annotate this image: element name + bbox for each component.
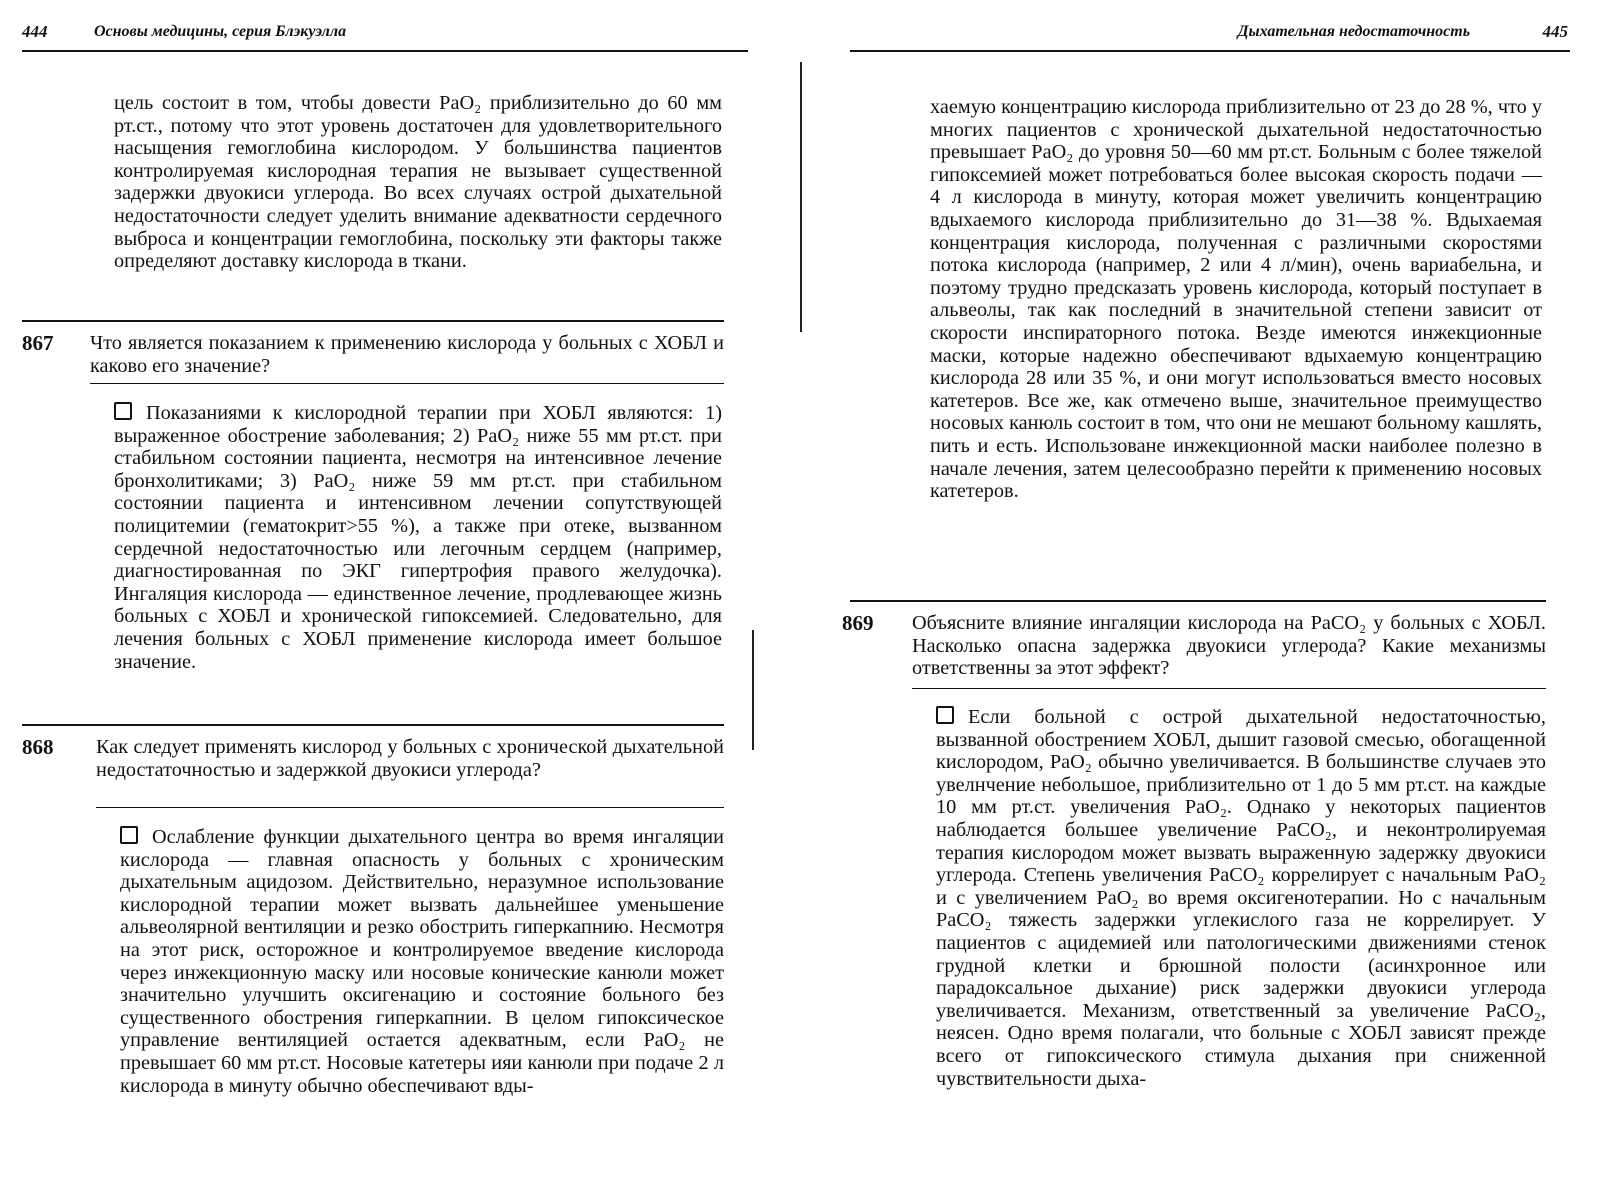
continuation-paragraph [930,96,1542,503]
answer-text [936,706,1546,1090]
answer-body: Ослабление функции дыхательного центра во время ингаляции кислорода — главная опасность у больных с хроническим дыхательным ацидозом. Действительно, неразумное использование кислородной терапии может вызвать дальнейшее уменьшение альвеолярной вентиляции и резко обострить гиперкапнию. Несмотря на этот риск, осторожное и контролируемое введение кислорода через инжекционную маску или носовые конические канюли может значительно улучшить оксигенацию и состояние больного без существенного обострения гиперкапнии. В целом гипоксическое управление вентиляцией остается адекватным, если PaO₂ не превышает 60 мм рт.ст. Носовые катетеры ияи канюли при подаче 2 л кислорода в минуту обычно обеспечивают вды- [120,826,724,1097]
question-869 [912,612,1546,680]
question-number: 867 [22,331,54,355]
answer-869 [936,706,1546,1090]
binding-shadow [752,630,754,750]
right-page [842,0,1570,1181]
page-number: 445 [1542,22,1568,41]
answer-text [120,826,724,1097]
answer-868 [120,826,724,1097]
question-text: Объясните влияние ингаляции кислорода на PaCO₂ у больных с ХОБЛ. Насколько опасна задержка двуокиси углерода? Какие механизмы ответственны за этот эффект? [912,612,1546,680]
answer-body: Показаниями к кислородной терапии при ХОБЛ являются: 1) выраженное обострение заболевания; 2) PaO₂ ниже 55 мм рт.ст. при стабильном состоянии пациента, несмотря на интенсивное лечение бронхолитиками; 3) PaO₂ ниже 59 мм рт.ст. при стабильном состоянии пациента и интенсивном лечении сопутствующей полицитемии (гематокрит>55 %), а также при отеке, вызванном сердечной недостаточностью или легочным сердцем (например, диагностированная по ЭКГ гипертрофия правого желудочка). Ингаляция кислорода — единственное лечение, продлевающее жизнь больных с ХОБЛ и хронической гипоксемией. Следовательно, для лечения больных с ХОБЛ применение кислорода имеет большое значение. [114,402,722,673]
running-title: Основы медицины, серия Блэкуэлла [94,23,347,40]
question-867 [90,332,724,377]
page-number: 444 [22,22,48,41]
running-title: Дыхательная недостаточность [1237,23,1470,40]
question-rule-bottom [96,807,724,808]
running-head-right [850,18,1570,52]
question-rule-top [22,724,724,726]
question-rule-bottom [912,688,1546,689]
intro-paragraph [114,92,722,273]
question-number: 869 [842,611,874,635]
question-rule-top [22,320,724,322]
answer-867 [114,402,722,673]
question-868 [96,736,724,781]
question-text: Как следует применять кислород у больных с хронической дыхательной недостаточностью и задержкой двуокиси углерода? [96,736,724,781]
binding-shadow [800,62,802,332]
paragraph-text: хаемую концентрацию кислорода приблизительно от 23 до 28 %, что у многих пациентов с хронической дыхательной недостаточностью превышает PaO₂ до уровня 50—60 мм рт.ст. Больным с более тяжелой гипоксемией может потребоваться более высокая скорость подачи — 4 л кислорода в минуту, которая может увеличить концентрацию вдыхаемого кислорода приблизительно до 31—38 %. Вдыхаемая концентрация кислорода, полученная с различными скоростями потока кислорода (например, 2 или 4 л/мин), очень вариабельна, и поэтому трудно предсказать уровень кислорода, который поступает в альвеолы, так как последний в значительной степени зависит от скорости инспираторного потока. Везде имеются инжекционные маски, которые надежно обеспечивают вдыхаемую концентрацию кислорода 28 или 35 %, и они могут использоваться вместо носовых катетеров. Все же, как отмечено выше, значительное преимущество носовых канюль состоит в том, что они не мешают больному кашлять, пить и есть. Использоване инжекционной маски наиболее полезно в начале лечения, затем целесообразно перейти к применению носовых катетеров. [930,96,1542,503]
question-text: Что является показанием к применению кислорода у больных с ХОБЛ и каково его значение? [90,332,724,377]
paragraph-text: цель состоит в том, чтобы довести PaO₂ приблизительно до 60 мм рт.ст., потому что этот уровень достаточен для удовлетворительного насыщения гемоглобина кислородом. У большинства пациентов контролируемая кислородная терапия не вызывает существенной задержки двуокиси углерода. Во всех случаях острой дыхательной недостаточности следует уделить внимание адекватности сердечного выброса и концентрации гемоглобина, поскольку эти факторы также определяют доставку кислорода в ткани. [114,92,722,273]
answer-box-icon [114,402,132,420]
left-page [22,0,748,1181]
running-head-left [22,18,748,52]
answer-box-icon [120,826,138,844]
answer-text [114,402,722,673]
question-number: 868 [22,735,54,759]
answer-body: Если больной с острой дыхательной недостаточностью, вызванной обострением ХОБЛ, дышит газовой смесью, обогащенной кислородом, PaO₂ обычно увеличивается. В большинстве случаев это увелнчение небольшое, приблизительно от 1 до 5 мм рт.ст. на каждые 10 мм рт.ст. увеличения PaO₂. Однако у некоторых пациентов наблюдается большее увеличение PaCO₂, и неконтролируемая терапия кислородом может вызвать выраженную задержку двуокиси углерода. Степень увеличения PaCO₂ коррелирует с начальным PaO₂ и с увеличением PaO₂ во время оксигенотерапии. Но с начальным PaCO₂ тяжесть задержки углекислого газа не коррелирует. У пациентов с ацидемией или патологическими движениями стенок грудной клетки и брюшной полости (асинхронное или парадоксальное дыхание) риск задержки двуокиси углерода увеличивается. Механизм, ответственный за увеличение PaCO₂, неясен. Одно время полагали, что больные с ХОБЛ зависят прежде всего от гипоксического стимула дыхания при сниженной чувствительности дыха- [936,706,1546,1090]
question-rule-top [850,600,1546,602]
answer-box-icon [936,706,954,724]
question-rule-bottom [90,383,724,384]
